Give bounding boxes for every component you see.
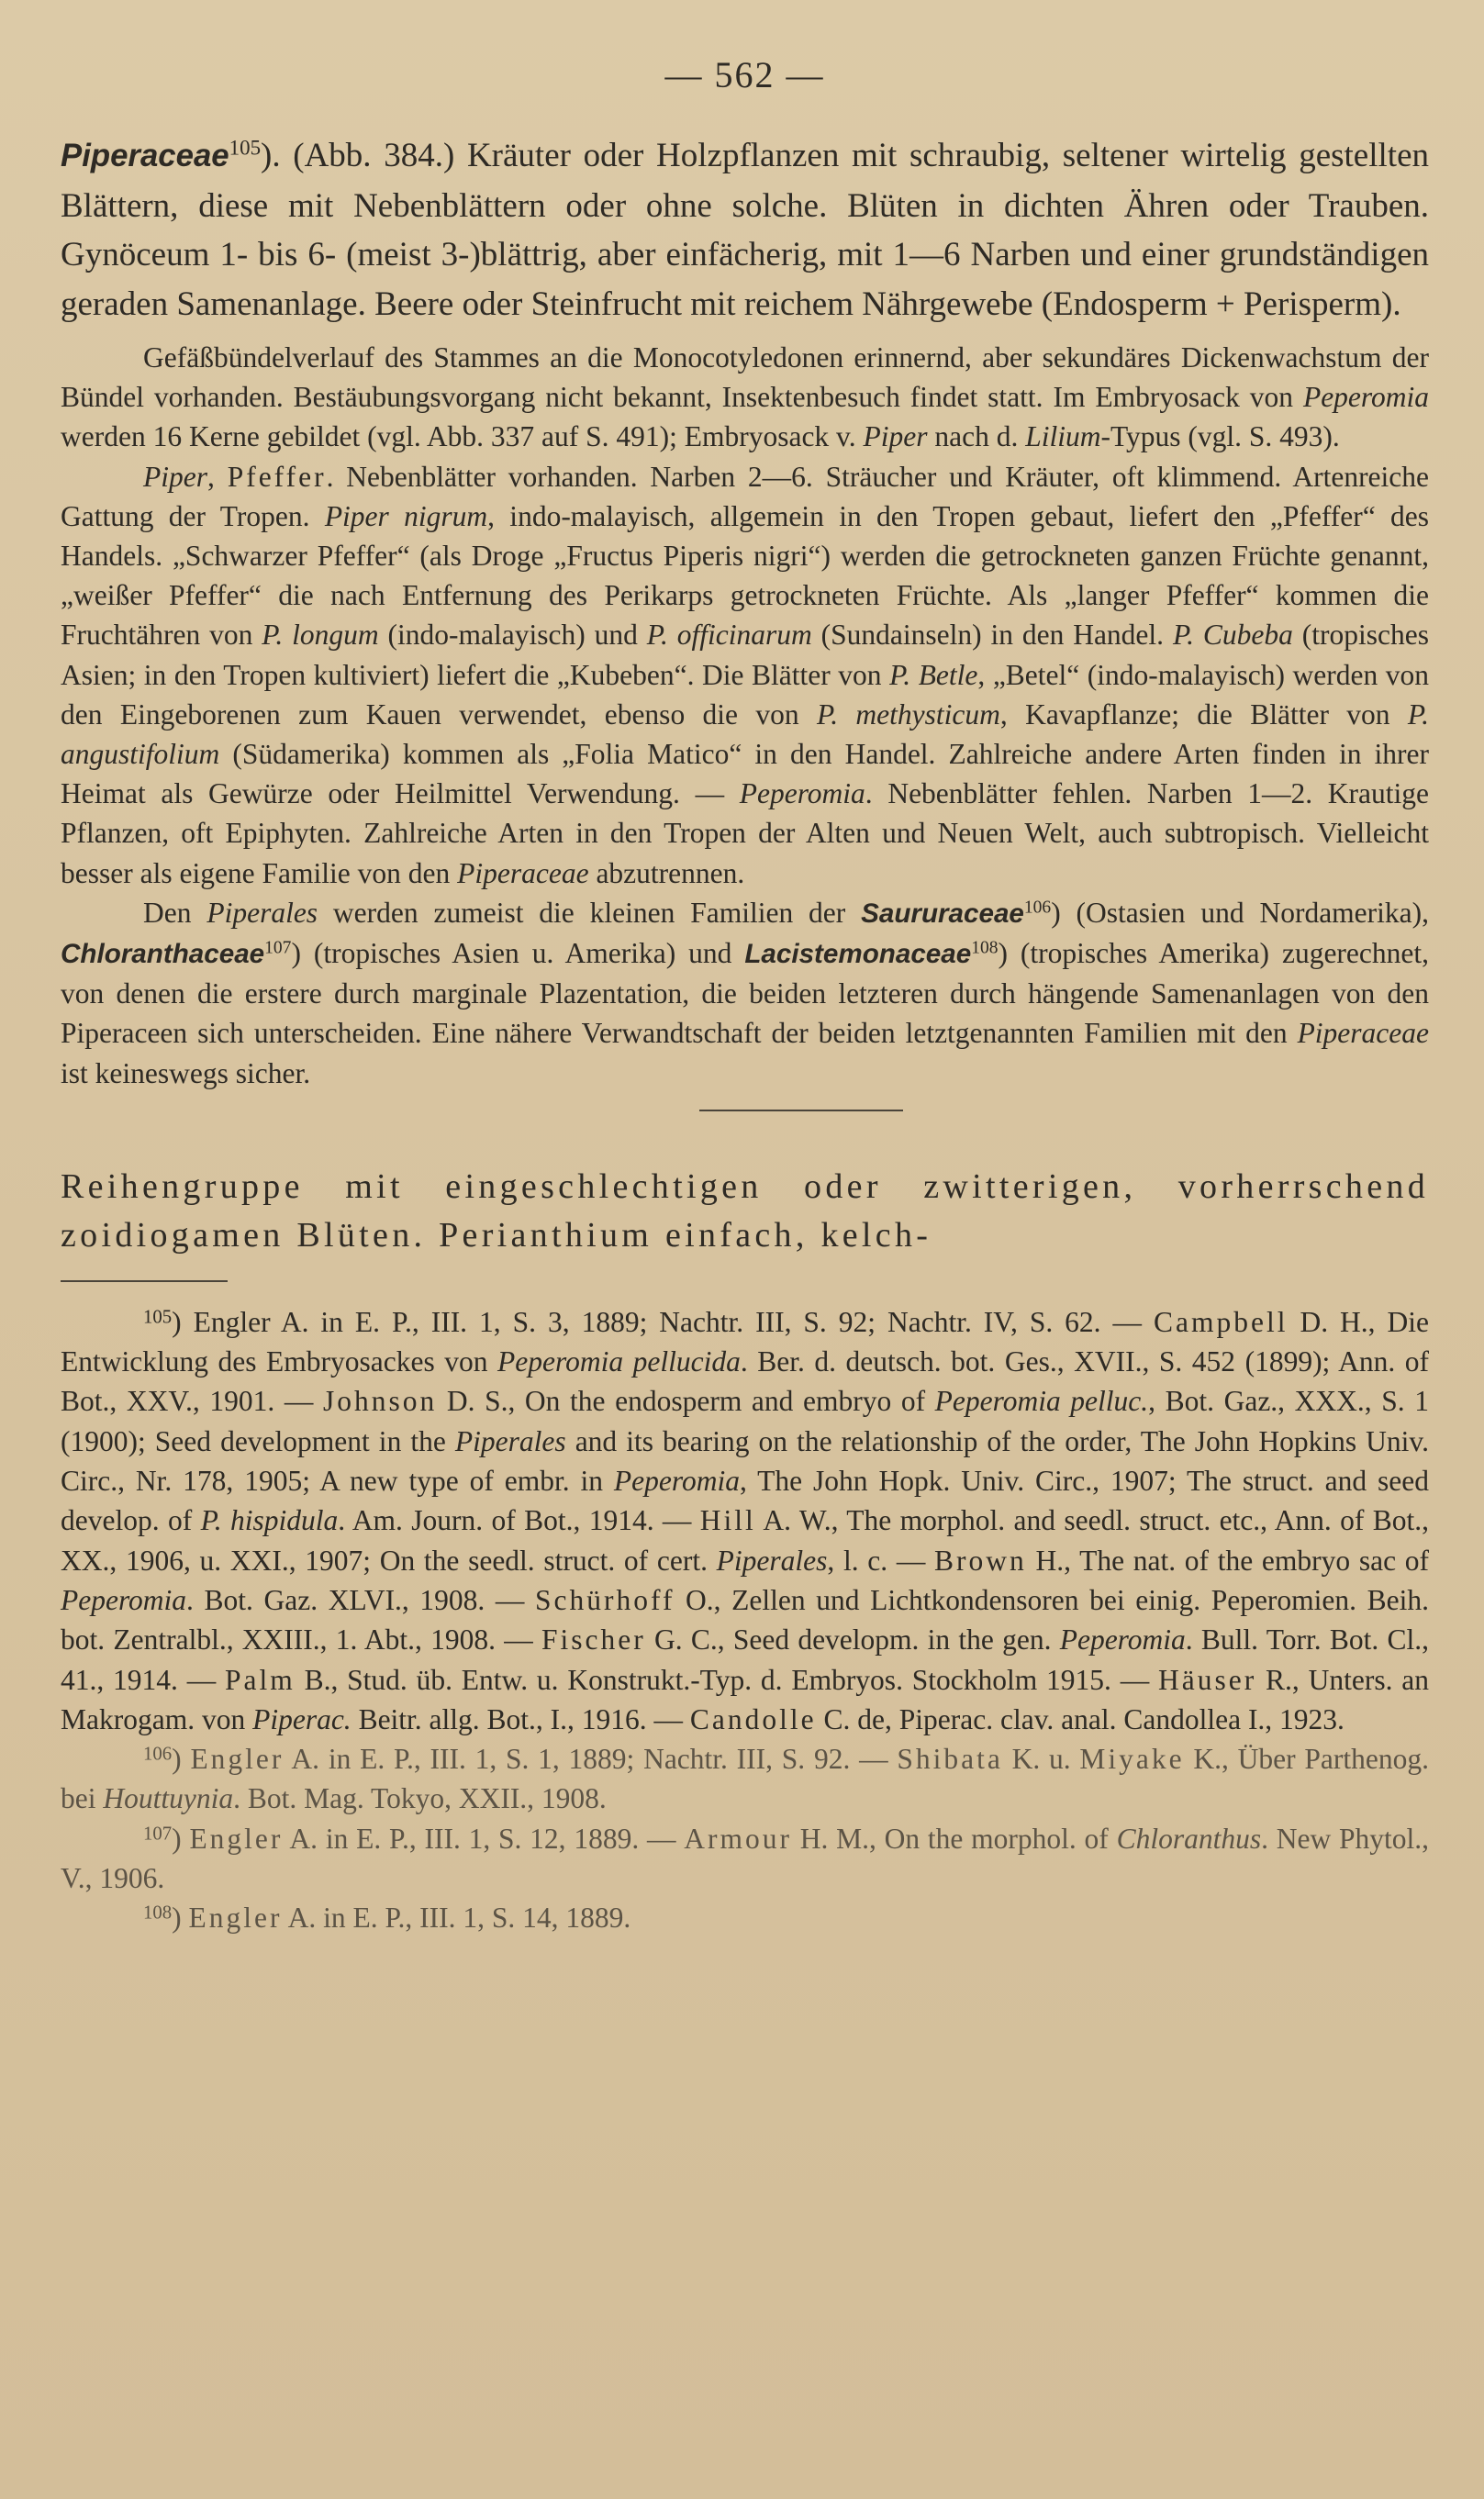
footnote-105: $^{105}$) Engler A. in E. P., III. 1, S. 3, 1889; Nachtr. III, S. 92; Nachtr. IV, S. 62. — Campbell D. H., Die Entwicklung des Embryosackes von Peperomia pellucida. Ber. d. deutsch. bot. Ges., XVII., S. 452 (1899); Ann. of Bot., XXV., 1901. — Johnson D. S., On the endosperm and embryo of Peperomia pelluc., Bot. Gaz., XXX., S. 1 (1900); Seed development in the Piperales and its bearing on the relationship of the order, The John Hopkins Univ. Circ., Nr. 178, 1905; A new type of embr. in Peperomia, The John Hopk. Univ. Circ., 1907; The struct. and seed develop. of P. hispidula. Am. Journ. of Bot., 1914. — Hill A. W., The morphol. and seedl. struct. etc., Ann. of Bot., XX., 1906, u. XXI., 1907; On the seedl. struct. of cert. Piperales, l. c. — Brown H., The nat. of the embryo sac of Peperomia. Bot. Gaz. XLVI., 1908. — Schürhoff O., Zellen und Lichtkondensoren bei einig. Peperomien. Beih. bot. Zentralbl., XXIII., 1. Abt., 1908. — Fischer G. C., Seed developm. in the gen. Peperomia. Bull. Torr. Bot. Cl., 41., 1914. — Palm B., Stud. üb. Entw. u. Konstrukt.-Typ. d. Embryos. Stockholm 1915. — Häuser R., Unters. an Makrogam. von Piperac. Beitr. allg. Bot., I., 1916. — Candolle C. de, Piperac. clav. anal. Candollea I., 1923. (61, 1305, 1430, 1735)
section-heading: Reihengruppe mit eingeschlechtigen oder zwitterigen, vorherrschend zoidiogamen Blüten. Perianthium einfach, kelch- (61, 1166, 1429, 1255)
family-name: Chloranthaceae (61, 939, 265, 970)
family-name: Piperaceae (61, 139, 229, 173)
family-name: Saururaceae (861, 898, 1024, 929)
footnote-106: $^{106}$) Engler A. in E. P., III. 1, S. 1, 1889; Nachtr. III, S. 92. — Shibata K. u. Miyake K., Über Parthenog. bei Houttuynia. Bot. Mag. Tokyo, XXII., 1908. (61, 1743, 1429, 1815)
section-divider (699, 1110, 903, 1111)
description-text: ). (Abb. 384.) Kräuter oder Holzpflanzen mit schraubig, seltener wirtelig gestellten Blättern, diese mit Nebenblättern oder ohne solche. Blüten in dichten Ähren oder Trauben. Gynöceum 1- bis 6- (meist 3-)blättrig, aber einfächerig, mit 1—6 Narben und einer grundständigen geraden Samenanlage. Beere oder Steinfrucht mit reichem Nährgewebe (Endosperm + Perisperm). (61, 137, 1429, 323)
footnote-ref: 105 (229, 136, 262, 160)
anatomy-paragraph: Gefäßbündelverlauf des Stammes an die Monocotyledonen erinnernd, aber sekundäres Dickenwachstum der Bündel vorhanden. Bestäubungsvorgang nicht bekannt, Insektenbesuch findet statt. Im Embryosack von Peperomia werden 16 Kerne gebildet (vgl. Abb. 337 auf S. 491); Embryosack v. Piper nach d. Lilium-Typus (vgl. S. 493). (61, 341, 1429, 453)
footnote-divider (61, 1280, 228, 1282)
footnote-107: $^{107}$) Engler A. in E. P., III. 1, S. 12, 1889. — Armour H. M., On the morphol. of Chloranthus. New Phytol., V., 1906. (61, 1822, 1429, 1895)
related-families-paragraph: Den Piperales werden zumeist die kleinen Familien der Saururaceae$^{106}$) (Ostasien und Nordamerika), Chloranthaceae$^{107}$) (tropisches Asien u. Amerika) und Lacistemonaceae$^{108}$) (tropisches Amerika) zugerechnet, von denen die erstere durch marginale Plazentation, die beiden letzteren durch hängende Samenanlagen von den Piperaceen sich unterscheiden. Eine nähere Verwandtschaft der beiden letztgenannten Familien mit den Piperaceae ist keineswegs sicher. (61, 896, 1429, 1089)
page-number: — 562 — (664, 54, 825, 95)
genera-paragraph: Piper, Pfeffer. Nebenblätter vorhanden. Narben 2—6. Sträucher und Kräuter, oft klimmend. Artenreiche Gattung der Tropen. Piper nigrum, indo-malayisch, allgemein in den Tropen gebaut, liefert den „Pfeffer“ des Handels. „Schwarzer Pfeffer“ (als Droge „Fructus Piperis nigri“) werden die getrockneten ganzen Früchte genannt, „weißer Pfeffer“ die nach Entfernung des Perikarps getrockneten Früchte. Als „langer Pfeffer“ kommen die Fruchtähren von P. longum (indo-malayisch) und P. officinarum (Sundainseln) in den Handel. P. Cubeba (tropisches Asien; in den Tropen kultiviert) liefert die „Kubeben“. Die Blätter von P. Betle, „Betel“ (indo-malayisch) werden von den Eingeborenen zum Kauen verwendet, ebenso die von P. methysticum, Kavapflanze; die Blätter von P. angustifolium (Südamerika) kommen als „Folia Matico“ in den Handel. Zahlreiche andere Arten finden in ihrer Heimat als Gewürze oder Heilmittel Verwendung. — Peperomia. Nebenblätter fehlen. Narben 1—2. Krautige Pflanzen, oft Epiphyten. Zahlreiche Arten in den Tropen der Alten und Neuen Welt, auch subtropisch. Vielleicht besser als eigene Familie von den Piperaceae abzutrennen. (61, 460, 1430, 889)
footnote-108: $^{108}$) Engler A. in E. P., III. 1, S. 14, 1889. (143, 1902, 631, 1935)
family-description (61, 131, 1429, 329)
family-name: Lacistemonaceae (744, 939, 972, 970)
